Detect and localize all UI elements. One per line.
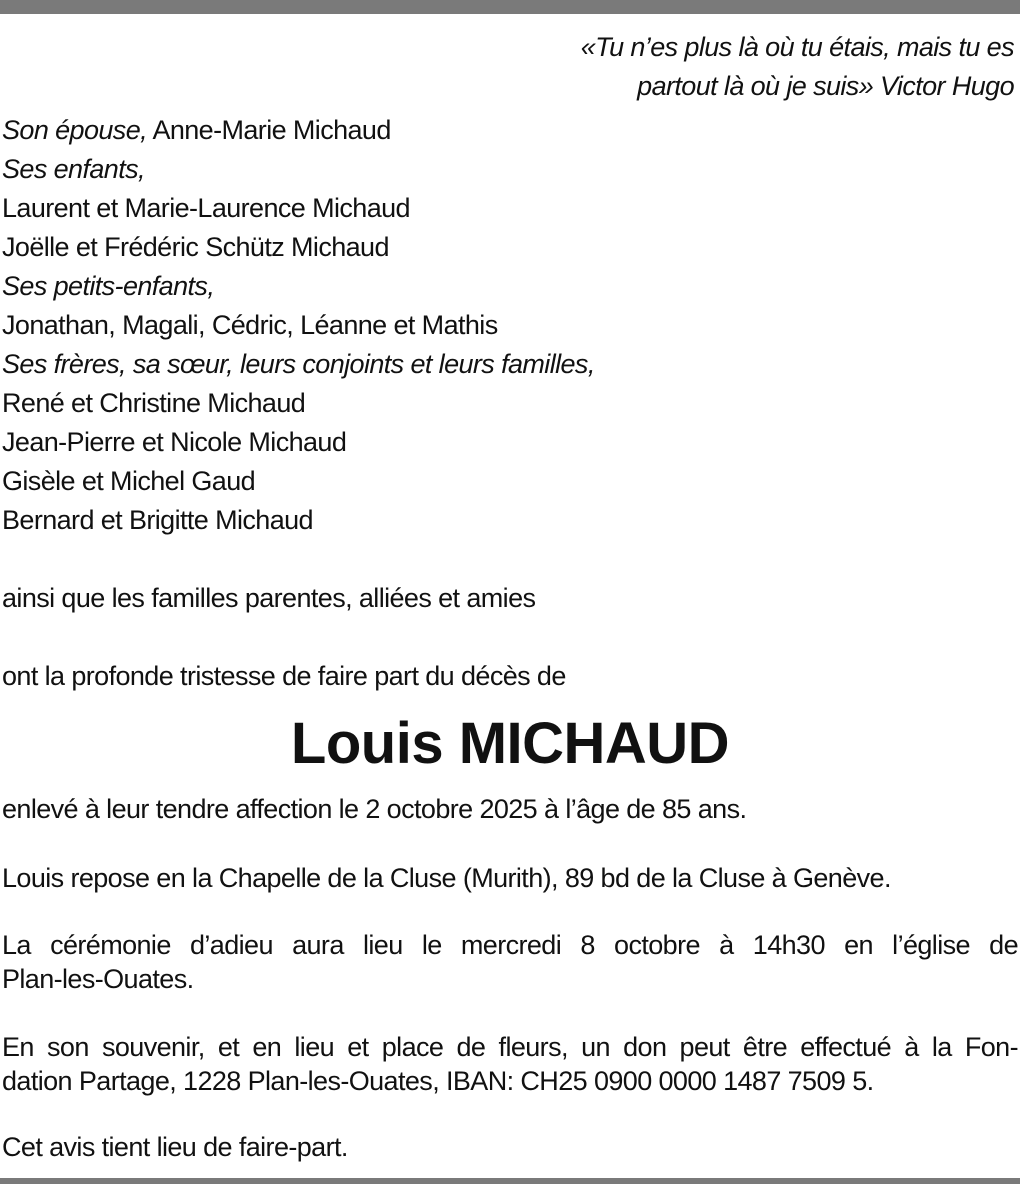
children-label: Ses enfants, xyxy=(2,154,145,184)
family-list xyxy=(2,111,595,696)
announcement-text: ont la profonde tristesse de faire part du décès de xyxy=(2,661,566,691)
sibling-entry: René et Christine Michaud xyxy=(2,388,306,418)
spacer xyxy=(2,618,595,657)
spacer xyxy=(2,540,595,579)
ceremony-line-1: La cérémonie d’adieu aura lieu le mercredi 8 octobre à 14h30 en l’église de xyxy=(2,930,1018,960)
top-rule xyxy=(0,0,1020,14)
child-entry: Joëlle et Frédéric Schütz Michaud xyxy=(2,232,389,262)
paragraph-passing: enlevé à leur tendre affection le 2 octobre 2025 à l’âge de 85 ans. xyxy=(2,794,747,824)
spouse-label: Son épouse, xyxy=(2,115,148,145)
sibling-entry: Gisèle et Michel Gaud xyxy=(2,466,256,496)
child-entry: Laurent et Marie-Laurence Michaud xyxy=(2,193,410,223)
quote-line-1: «Tu n’es plus là où tu étais, mais tu es xyxy=(580,32,1014,62)
spouse-name: Anne-Marie Michaud xyxy=(147,115,391,145)
extended-family: ainsi que les familles parentes, alliées et amies xyxy=(2,583,536,613)
grandchildren-names: Jonathan, Magali, Cédric, Léanne et Mathis xyxy=(2,310,498,340)
paragraph-repose: Louis repose en la Chapelle de la Cluse (Murith), 89 bd de la Cluse à Genève. xyxy=(2,863,891,893)
sibling-entry: Bernard et Brigitte Michaud xyxy=(2,505,313,535)
siblings-label: Ses frères, sa sœur, leurs conjoints et leurs familles, xyxy=(2,349,595,379)
sibling-entry: Jean-Pierre et Nicole Michaud xyxy=(2,427,347,457)
quote-line-2: partout là où je suis» Victor Hugo xyxy=(637,71,1014,101)
deceased-name: Louis MICHAUD xyxy=(290,711,730,776)
epigraph-quote xyxy=(414,28,1014,106)
ceremony-line-2: Plan-les-Ouates. xyxy=(2,964,194,994)
donation-line-1: En son souvenir, et en lieu et place de fleurs, un don peut être effectué à la Fon- xyxy=(2,1032,1018,1062)
paragraph-ceremony xyxy=(2,928,1018,996)
spouse-row xyxy=(2,111,595,150)
paragraph-notice: Cet avis tient lieu de faire-part. xyxy=(2,1132,348,1162)
bottom-rule xyxy=(0,1178,1020,1184)
donation-line-2: dation Partage, 1228 Plan-les-Ouates, IBAN: CH25 0900 0000 1487 7509 5. xyxy=(2,1066,874,1096)
grandchildren-label: Ses petits-enfants, xyxy=(2,271,215,301)
paragraph-donation xyxy=(2,1030,1018,1098)
